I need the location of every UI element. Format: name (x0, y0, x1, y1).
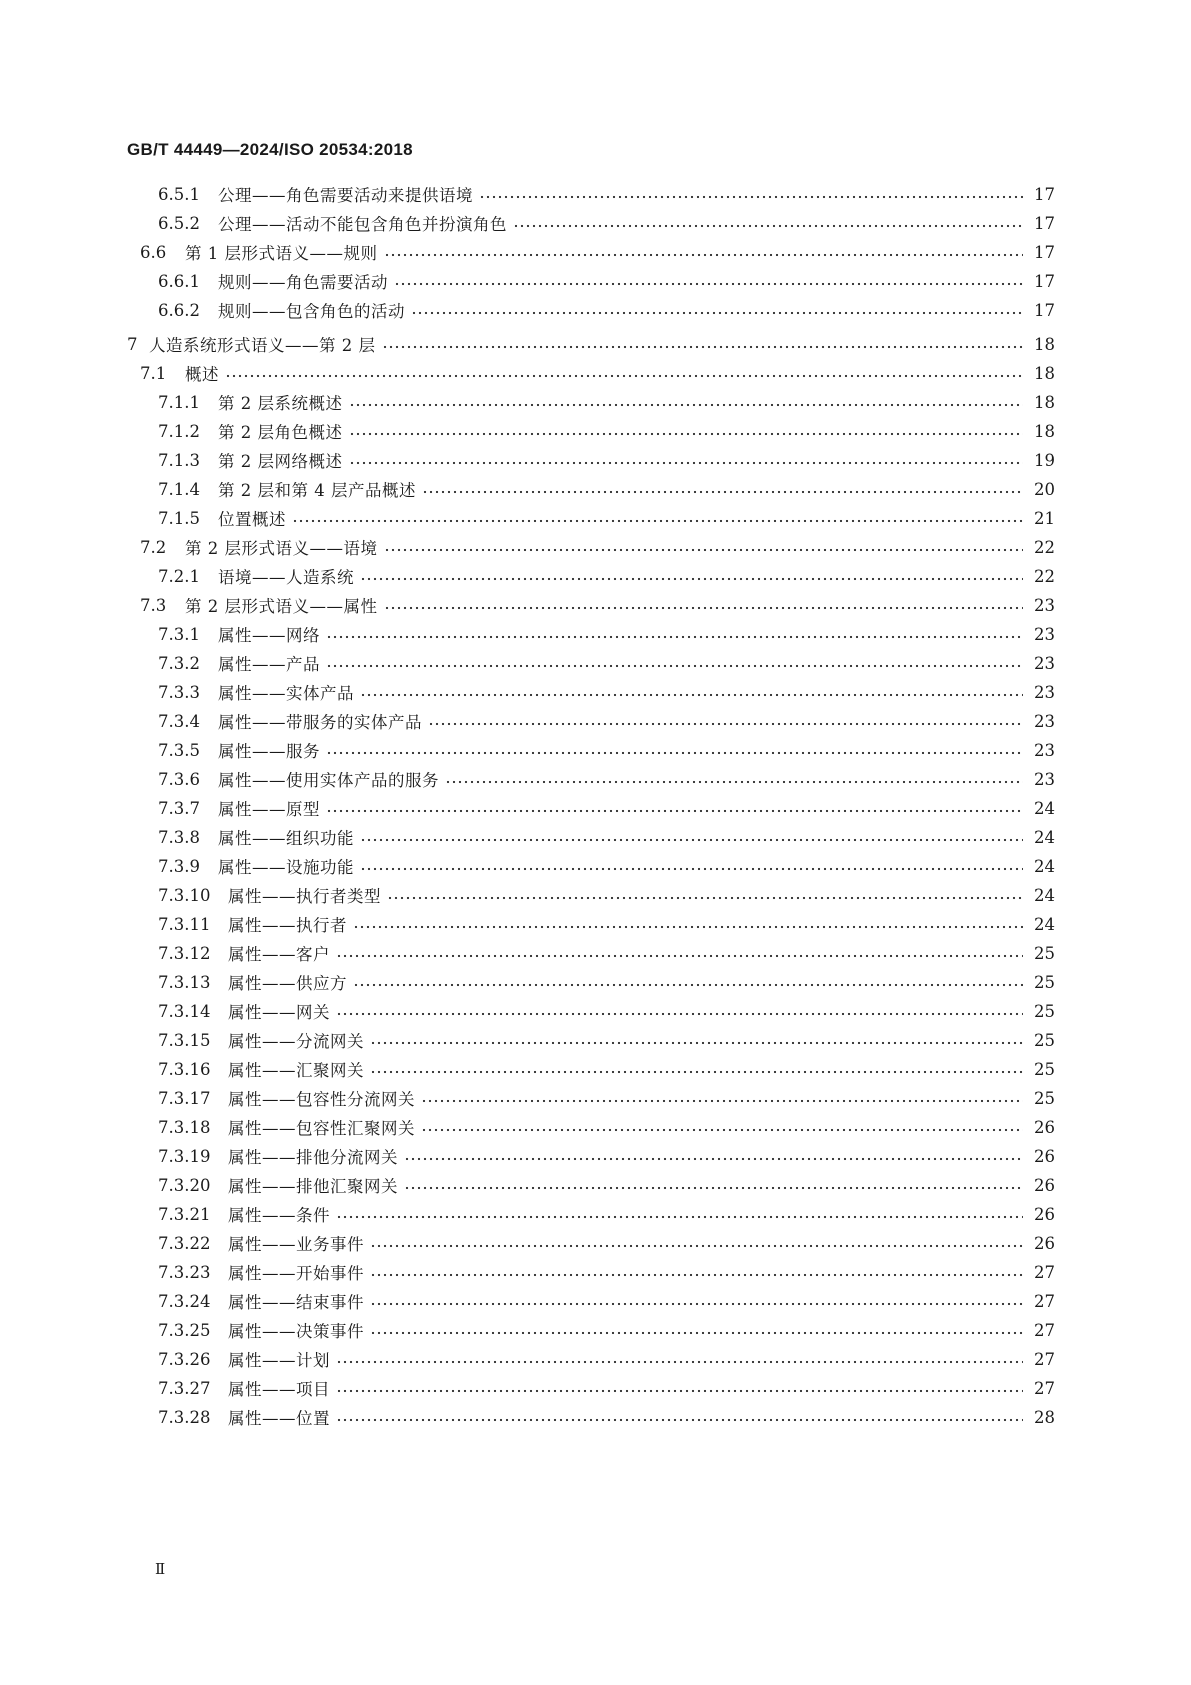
dot-leader (336, 1418, 1023, 1422)
toc-entry-number: 6.6.2 (158, 300, 200, 320)
toc-entry-title: 属性——排他汇聚网关 (228, 1177, 398, 1196)
toc-entry[interactable] (158, 388, 1055, 416)
toc-entry-number: 7.3.3 (158, 682, 200, 702)
dot-leader (394, 282, 1023, 286)
toc-entry-page: 19 (1034, 450, 1055, 470)
toc-entry-title: 位置概述 (218, 510, 286, 529)
toc-entry[interactable] (158, 1055, 1055, 1083)
dot-leader (349, 461, 1024, 465)
toc-entry-page: 26 (1034, 1146, 1055, 1166)
toc-entry-title: 属性——决策事件 (228, 1322, 364, 1341)
toc-entry[interactable] (158, 1287, 1055, 1315)
toc-entry-page: 28 (1034, 1407, 1055, 1427)
toc-entry[interactable] (158, 1258, 1055, 1286)
toc-entry-page: 23 (1034, 653, 1055, 673)
dot-leader (445, 780, 1023, 784)
toc-entry[interactable] (140, 359, 1055, 387)
toc-entry-page: 17 (1034, 271, 1055, 291)
toc-entry-title: 公理——角色需要活动来提供语境 (218, 186, 473, 205)
toc-entry-page: 23 (1034, 711, 1055, 731)
dot-leader (422, 490, 1023, 494)
toc-entry-title: 属性——条件 (228, 1206, 330, 1225)
dot-leader (479, 195, 1023, 199)
toc-entry-page: 24 (1034, 827, 1055, 847)
toc-entry-page: 24 (1034, 798, 1055, 818)
dot-leader (336, 1389, 1023, 1393)
toc-entry[interactable] (158, 209, 1055, 237)
toc-entry-page: 27 (1034, 1378, 1055, 1398)
toc-entry[interactable] (158, 1142, 1055, 1170)
toc-entry-page: 18 (1034, 421, 1055, 441)
toc-entry-number: 6.5.1 (158, 184, 200, 204)
toc-entry-page: 27 (1034, 1262, 1055, 1282)
toc-entry[interactable] (158, 1403, 1055, 1431)
toc-entry-number: 7.3.2 (158, 653, 200, 673)
toc-entry-page: 20 (1034, 479, 1055, 499)
dot-leader (336, 954, 1023, 958)
toc-entry[interactable] (140, 591, 1055, 619)
dot-leader (370, 1041, 1023, 1045)
toc-entry[interactable] (158, 562, 1055, 590)
dot-leader (349, 403, 1024, 407)
toc-entry[interactable] (158, 736, 1055, 764)
toc-entry-title: 属性——汇聚网关 (228, 1061, 364, 1080)
toc-entry[interactable] (158, 180, 1055, 208)
toc-entry[interactable] (158, 794, 1055, 822)
dot-leader (360, 693, 1023, 697)
toc-entry-title: 第 1 层形式语义——规则 (185, 244, 378, 263)
toc-entry[interactable] (140, 533, 1055, 561)
toc-entry-title: 属性——执行者类型 (228, 887, 381, 906)
dot-leader (428, 722, 1023, 726)
toc-entry-number: 7.3.12 (158, 943, 211, 963)
toc-entry[interactable] (158, 417, 1055, 445)
toc-entry-number: 7.3.28 (158, 1407, 211, 1427)
toc-entry[interactable] (158, 1374, 1055, 1402)
toc-entry[interactable] (158, 1171, 1055, 1199)
toc-entry-page: 25 (1034, 1030, 1055, 1050)
toc-entry[interactable] (158, 504, 1055, 532)
toc-entry-number: 7.3.9 (158, 856, 200, 876)
toc-entry-title: 规则——角色需要活动 (218, 273, 388, 292)
toc-entry-title: 属性——服务 (218, 742, 320, 761)
document-header: GB/T 44449—2024/ISO 20534:2018 (127, 140, 413, 159)
dot-leader (353, 925, 1023, 929)
toc-entry-page: 18 (1034, 334, 1055, 354)
toc-entry-title: 属性——网关 (228, 1003, 330, 1022)
toc-entry[interactable] (140, 238, 1055, 266)
dot-leader (326, 751, 1023, 755)
toc-entry-title: 属性——带服务的实体产品 (218, 713, 422, 732)
toc-entry[interactable] (158, 678, 1055, 706)
toc-entry-page: 25 (1034, 972, 1055, 992)
toc-entry-number: 6.5.2 (158, 213, 200, 233)
toc-entry[interactable] (158, 475, 1055, 503)
toc-entry[interactable] (127, 330, 1055, 358)
toc-entry-number: 7.3.11 (158, 914, 211, 934)
toc-entry-number: 7.1.1 (158, 392, 200, 412)
toc-entry-page: 25 (1034, 1001, 1055, 1021)
toc-entry-number: 6.6 (140, 242, 167, 262)
toc-entry-page: 18 (1034, 363, 1055, 383)
toc-entry-number: 7.3.10 (158, 885, 211, 905)
toc-entry[interactable] (158, 1084, 1055, 1112)
toc-entry-title: 属性——产品 (218, 655, 320, 674)
dot-leader (360, 838, 1023, 842)
toc-entry-page: 24 (1034, 914, 1055, 934)
toc-entry-number: 7.2 (140, 537, 167, 557)
toc-entry[interactable] (158, 939, 1055, 967)
toc-entry-number: 7.1 (140, 363, 167, 383)
toc-entry-title: 规则——包含角色的活动 (218, 302, 405, 321)
toc-entry-title: 属性——项目 (228, 1380, 330, 1399)
toc-entry-number: 7.1.4 (158, 479, 200, 499)
toc-entry-number: 7.3.20 (158, 1175, 211, 1195)
toc-entry-title: 属性——执行者 (228, 916, 347, 935)
page-number: Ⅱ (155, 1560, 166, 1578)
dot-leader (353, 983, 1023, 987)
toc-entry-number: 7.3.21 (158, 1204, 211, 1224)
dot-leader (384, 548, 1024, 552)
toc-entry[interactable] (158, 823, 1055, 851)
toc-entry-number: 7.3.27 (158, 1378, 211, 1398)
toc-entry-title: 属性——结束事件 (228, 1293, 364, 1312)
dot-leader (513, 224, 1023, 228)
toc-entry-page: 26 (1034, 1204, 1055, 1224)
dot-leader (349, 432, 1024, 436)
dot-leader (370, 1244, 1023, 1248)
dot-leader (404, 1157, 1023, 1161)
toc-entry[interactable] (158, 910, 1055, 938)
toc-entry[interactable] (158, 446, 1055, 474)
toc-entry-title: 属性——网络 (218, 626, 320, 645)
dot-leader (387, 896, 1023, 900)
toc-entry-title: 第 2 层系统概述 (218, 394, 343, 413)
toc-entry-number: 7.3.1 (158, 624, 200, 644)
toc-entry[interactable] (158, 649, 1055, 677)
toc-entry[interactable] (158, 1345, 1055, 1373)
toc-entry-number: 7.2.1 (158, 566, 200, 586)
toc-entry-page: 26 (1034, 1175, 1055, 1195)
toc-entry[interactable] (158, 296, 1055, 324)
toc-entry-number: 7.3.16 (158, 1059, 211, 1079)
toc-entry-number: 7.3.25 (158, 1320, 211, 1340)
toc-entry-number: 7.3.13 (158, 972, 211, 992)
toc-entry-title: 属性——包容性汇聚网关 (228, 1119, 415, 1138)
dot-leader (382, 345, 1024, 349)
toc-entry-number: 7.3.17 (158, 1088, 211, 1108)
toc-entry-title: 属性——组织功能 (218, 829, 354, 848)
toc-entry-number: 6.6.1 (158, 271, 200, 291)
toc-entry[interactable] (158, 968, 1055, 996)
toc-entry-page: 27 (1034, 1291, 1055, 1311)
toc-entry[interactable] (158, 1026, 1055, 1054)
toc-entry-number: 7 (127, 334, 138, 354)
toc-entry-page: 23 (1034, 624, 1055, 644)
dot-leader (421, 1099, 1023, 1103)
dot-leader (384, 606, 1024, 610)
toc-entry-number: 7.3.24 (158, 1291, 211, 1311)
toc-entry-number: 7.1.3 (158, 450, 200, 470)
dot-leader (326, 809, 1023, 813)
toc-entry-page: 27 (1034, 1349, 1055, 1369)
toc-entry[interactable] (158, 267, 1055, 295)
toc-entry-title: 属性——位置 (228, 1409, 330, 1428)
dot-leader (225, 374, 1023, 378)
toc-entry[interactable] (158, 707, 1055, 735)
dot-leader (404, 1186, 1023, 1190)
toc-entry-title: 第 2 层形式语义——属性 (185, 597, 378, 616)
toc-entry[interactable] (158, 1113, 1055, 1141)
toc-entry-number: 7.3.19 (158, 1146, 211, 1166)
toc-entry-number: 7.3.18 (158, 1117, 211, 1137)
dot-leader (326, 635, 1023, 639)
toc-entry-page: 17 (1034, 184, 1055, 204)
toc-entry-page: 17 (1034, 300, 1055, 320)
toc-entry-page: 25 (1034, 943, 1055, 963)
toc-entry[interactable] (158, 765, 1055, 793)
toc-entry-title: 属性——包容性分流网关 (228, 1090, 415, 1109)
dot-leader (336, 1215, 1023, 1219)
toc-entry[interactable] (158, 997, 1055, 1025)
toc-entry-number: 7.3.23 (158, 1262, 211, 1282)
toc-entry-page: 23 (1034, 682, 1055, 702)
toc-entry-page: 17 (1034, 242, 1055, 262)
dot-leader (326, 664, 1023, 668)
toc-entry-number: 7.3.4 (158, 711, 200, 731)
dot-leader (336, 1012, 1023, 1016)
toc-entry-title: 属性——客户 (228, 945, 330, 964)
dot-leader (360, 867, 1023, 871)
toc-entry-title: 属性——计划 (228, 1351, 330, 1370)
toc-entry-title: 公理——活动不能包含角色并扮演角色 (218, 215, 507, 234)
toc-entry-number: 7.3.6 (158, 769, 200, 789)
dot-leader (336, 1360, 1023, 1364)
toc-entry-page: 18 (1034, 392, 1055, 412)
toc-entry[interactable] (158, 1229, 1055, 1257)
toc-entry-number: 7.1.2 (158, 421, 200, 441)
toc-entry[interactable] (158, 620, 1055, 648)
toc-entry-page: 26 (1034, 1117, 1055, 1137)
toc-entry-page: 24 (1034, 885, 1055, 905)
toc-entry-page: 21 (1034, 508, 1055, 528)
toc-entry-page: 25 (1034, 1059, 1055, 1079)
toc-entry-number: 7.3.14 (158, 1001, 211, 1021)
dot-leader (370, 1273, 1023, 1277)
dot-leader (370, 1331, 1023, 1335)
toc-entry-number: 7.3 (140, 595, 167, 615)
toc-entry-title: 属性——开始事件 (228, 1264, 364, 1283)
toc-entry-page: 23 (1034, 740, 1055, 760)
toc-entry-number: 7.3.5 (158, 740, 200, 760)
toc-entry-title: 人造系统形式语义——第 2 层 (149, 336, 376, 355)
toc-entry-number: 7.3.7 (158, 798, 200, 818)
toc-entry[interactable] (158, 881, 1055, 909)
toc-entry-title: 属性——实体产品 (218, 684, 354, 703)
toc-entry-number: 7.3.26 (158, 1349, 211, 1369)
toc-entry-title: 属性——分流网关 (228, 1032, 364, 1051)
toc-entry-title: 属性——排他分流网关 (228, 1148, 398, 1167)
toc-entry-title: 第 2 层网络概述 (218, 452, 343, 471)
toc-entry-title: 第 2 层和第 4 层产品概述 (218, 481, 416, 500)
toc-entry-title: 属性——原型 (218, 800, 320, 819)
toc-entry-title: 概述 (185, 365, 219, 384)
toc-entry-page: 23 (1034, 595, 1055, 615)
toc-entry-page: 26 (1034, 1233, 1055, 1253)
toc-entry-title: 第 2 层角色概述 (218, 423, 343, 442)
toc-entry-title: 语境——人造系统 (218, 568, 354, 587)
toc-entry[interactable] (158, 1316, 1055, 1344)
toc-entry-number: 7.3.15 (158, 1030, 211, 1050)
toc-entry-page: 24 (1034, 856, 1055, 876)
toc-entry-number: 7.3.8 (158, 827, 200, 847)
toc-entry-page: 17 (1034, 213, 1055, 233)
toc-entry-page: 22 (1034, 537, 1055, 557)
dot-leader (292, 519, 1023, 523)
toc-entry-page: 22 (1034, 566, 1055, 586)
dot-leader (384, 253, 1024, 257)
toc-entry-page: 27 (1034, 1320, 1055, 1340)
dot-leader (370, 1302, 1023, 1306)
dot-leader (421, 1128, 1023, 1132)
toc-entry-title: 属性——供应方 (228, 974, 347, 993)
toc-entry-title: 第 2 层形式语义——语境 (185, 539, 378, 558)
toc-entry[interactable] (158, 1200, 1055, 1228)
toc-entry-title: 属性——使用实体产品的服务 (218, 771, 439, 790)
dot-leader (360, 577, 1023, 581)
toc-entry-title: 属性——设施功能 (218, 858, 354, 877)
toc-entry-number: 7.1.5 (158, 508, 200, 528)
dot-leader (411, 311, 1023, 315)
toc-entry-page: 25 (1034, 1088, 1055, 1108)
toc-entry[interactable] (158, 852, 1055, 880)
dot-leader (370, 1070, 1023, 1074)
toc-entry-title: 属性——业务事件 (228, 1235, 364, 1254)
toc-entry-page: 23 (1034, 769, 1055, 789)
toc-entry-number: 7.3.22 (158, 1233, 211, 1253)
